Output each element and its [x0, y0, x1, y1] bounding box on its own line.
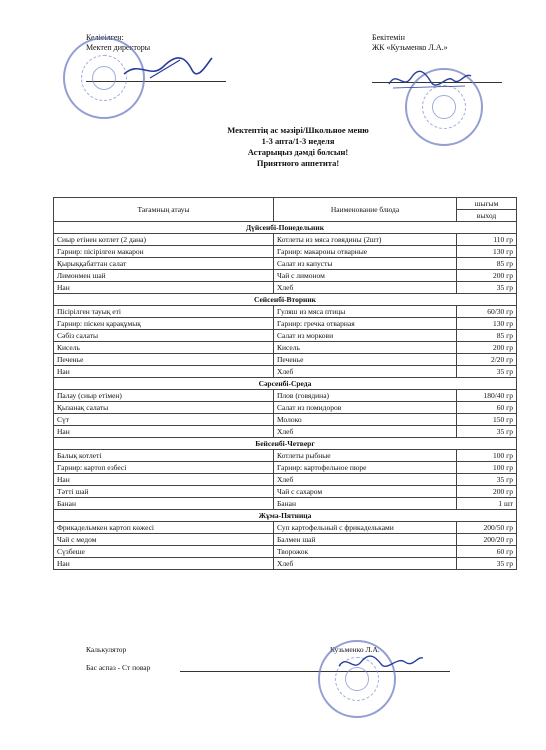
dish-row	[54, 534, 517, 546]
dish-row	[54, 558, 517, 570]
dish-name-ru: Хлеб	[274, 558, 457, 570]
dish-name-ru: Чай с лимоном	[274, 270, 457, 282]
dish-name-kz: Гарнир: піскен қарақұмық	[54, 318, 274, 330]
dish-name-ru: Гуляш из мяса птицы	[274, 306, 457, 318]
header-approve	[372, 33, 522, 53]
dish-name-ru: Молоко	[274, 414, 457, 426]
stamp-emblem	[92, 66, 117, 91]
dish-output: 200/20 гр	[457, 534, 517, 546]
column-header-output-ru: выход	[457, 210, 517, 222]
dish-name-ru: Кисель	[274, 342, 457, 354]
chef-signature-line	[180, 671, 330, 672]
dish-output: 1 шт	[457, 498, 517, 510]
dish-name-kz: Қырыққабаттан салат	[54, 258, 274, 270]
dish-name-kz: Нан	[54, 282, 274, 294]
dish-row	[54, 330, 517, 342]
dish-name-ru: Котлеты рыбные	[274, 450, 457, 462]
dish-name-kz: Банан	[54, 498, 274, 510]
dish-name-kz: Гарнир: картоп езбесі	[54, 462, 274, 474]
dish-name-ru: Творожок	[274, 546, 457, 558]
dish-output: 130 гр	[457, 318, 517, 330]
dish-name-kz: Лимонмен шай	[54, 270, 274, 282]
dish-name-kz: Сүзбеше	[54, 546, 274, 558]
dish-name-ru: Суп картофельный с фрикадельками	[274, 522, 457, 534]
dish-row	[54, 354, 517, 366]
day-name: Сәрсенбі-Среда	[54, 378, 517, 390]
dish-name-ru: Гарнир: картофельное пюре	[274, 462, 457, 474]
dish-name-kz: Тәтті шай	[54, 486, 274, 498]
stamp-emblem	[432, 95, 456, 119]
dish-output: 180/40 гр	[457, 390, 517, 402]
dish-name-ru: Чай с сахаром	[274, 486, 457, 498]
dish-output: 85 гр	[457, 258, 517, 270]
dish-row	[54, 282, 517, 294]
dish-name-ru: Котлеты из мяса говядины (2шт)	[274, 234, 457, 246]
dish-row	[54, 270, 517, 282]
column-header-kz: Тағамның атауы	[54, 198, 274, 222]
dish-name-kz: Пісірілген тауық еті	[54, 306, 274, 318]
title-line-3: Астарыңыз дәмді болсын!	[247, 147, 349, 157]
dish-row	[54, 414, 517, 426]
agreed-position: Мектеп директоры	[86, 43, 151, 52]
dish-output: 200 гр	[457, 486, 517, 498]
agreed-label: Келісілген:	[86, 33, 124, 42]
day-name: Бейсенбі-Четверг	[54, 438, 517, 450]
dish-row	[54, 234, 517, 246]
dish-output: 100 гр	[457, 462, 517, 474]
dish-name-kz: Нан	[54, 426, 274, 438]
column-header-output-kz: шығым	[457, 198, 517, 210]
dish-name-kz: Гарнир: пісірілген макарон	[54, 246, 274, 258]
dish-output: 110 гр	[457, 234, 517, 246]
dish-row	[54, 474, 517, 486]
dish-name-kz: Нан	[54, 366, 274, 378]
dish-row	[54, 318, 517, 330]
day-name: Дүйсенбі-Понедельник	[54, 222, 517, 234]
dish-output: 60 гр	[457, 402, 517, 414]
day-row	[54, 294, 517, 306]
dish-row	[54, 402, 517, 414]
dish-name-kz: Сиыр етінен котлет (2 дана)	[54, 234, 274, 246]
dish-output: 200 гр	[457, 342, 517, 354]
dish-name-kz: Сүт	[54, 414, 274, 426]
dish-row	[54, 258, 517, 270]
dish-name-kz: Фрикадельмкен картоп көжесі	[54, 522, 274, 534]
dish-name-kz: Палау (сиыр етімен)	[54, 390, 274, 402]
day-row	[54, 378, 517, 390]
day-row	[54, 510, 517, 522]
dish-row	[54, 426, 517, 438]
dish-name-kz: Печенье	[54, 354, 274, 366]
dish-row	[54, 462, 517, 474]
dish-name-ru: Гарнир: гречка отварная	[274, 318, 457, 330]
dish-name-ru: Салат из помидоров	[274, 402, 457, 414]
approve-label: Бекітемін	[372, 33, 405, 42]
dish-name-ru: Хлеб	[274, 282, 457, 294]
title-line-2: 1-3 апта/1-3 неделя	[261, 136, 335, 146]
menu-body	[54, 222, 517, 570]
dish-output: 35 гр	[457, 474, 517, 486]
dish-row	[54, 306, 517, 318]
dish-row	[54, 498, 517, 510]
title-line-1: Мектептің ас мәзірі/Школьное меню	[227, 125, 369, 135]
dish-row	[54, 366, 517, 378]
dish-name-kz: Нан	[54, 474, 274, 486]
dish-row	[54, 390, 517, 402]
dish-name-ru: Банан	[274, 498, 457, 510]
dish-output: 35 гр	[457, 282, 517, 294]
dish-name-ru: Салат из моркови	[274, 330, 457, 342]
dish-output: 35 гр	[457, 558, 517, 570]
menu-title	[170, 125, 426, 169]
dish-row	[54, 486, 517, 498]
dish-output: 60 гр	[457, 546, 517, 558]
dish-row	[54, 546, 517, 558]
approve-entity: ЖК «Кузьменко Л.А.»	[372, 43, 448, 52]
approver-signature	[385, 66, 475, 92]
dish-output: 130 гр	[457, 246, 517, 258]
dish-output: 2/20 гр	[457, 354, 517, 366]
dish-row	[54, 450, 517, 462]
dish-row	[54, 522, 517, 534]
footer-signature	[335, 650, 425, 676]
dish-name-ru: Печенье	[274, 354, 457, 366]
dish-output: 35 гр	[457, 366, 517, 378]
day-row	[54, 438, 517, 450]
dish-output: 100 гр	[457, 450, 517, 462]
dish-name-kz: Сәбіз салаты	[54, 330, 274, 342]
dish-name-kz: Чай с медом	[54, 534, 274, 546]
dish-name-ru: Хлеб	[274, 426, 457, 438]
dish-output: 150 гр	[457, 414, 517, 426]
dish-row	[54, 246, 517, 258]
footer-calculator: Калькулятор	[86, 645, 127, 654]
dish-name-kz: Қызанақ салаты	[54, 402, 274, 414]
dish-name-ru: Гарнир: макароны отварные	[274, 246, 457, 258]
day-name: Жұма-Пятница	[54, 510, 517, 522]
dish-output: 85 гр	[457, 330, 517, 342]
director-signature	[120, 52, 215, 82]
dish-name-kz: Балық котлеті	[54, 450, 274, 462]
dish-name-ru: Хлеб	[274, 474, 457, 486]
dish-output: 200 гр	[457, 270, 517, 282]
day-name: Сейсенбі-Вторник	[54, 294, 517, 306]
dish-output: 200/50 гр	[457, 522, 517, 534]
footer-chef: Бас аспаз - Ст повар	[86, 663, 151, 672]
day-row	[54, 222, 517, 234]
dish-name-kz: Нан	[54, 558, 274, 570]
dish-output: 35 гр	[457, 426, 517, 438]
dish-row	[54, 342, 517, 354]
column-header-ru: Наименование блюда	[274, 198, 457, 222]
title-line-4: Приятного аппетита!	[256, 158, 340, 168]
dish-output: 60/30 гр	[457, 306, 517, 318]
dish-name-ru: Балмен шай	[274, 534, 457, 546]
dish-name-ru: Плов (говядина)	[274, 390, 457, 402]
dish-name-ru: Хлеб	[274, 366, 457, 378]
footer-signer: Кузьменко Л.А.	[330, 645, 380, 654]
menu-table	[53, 197, 517, 570]
dish-name-kz: Кисель	[54, 342, 274, 354]
dish-name-ru: Салат из капусты	[274, 258, 457, 270]
